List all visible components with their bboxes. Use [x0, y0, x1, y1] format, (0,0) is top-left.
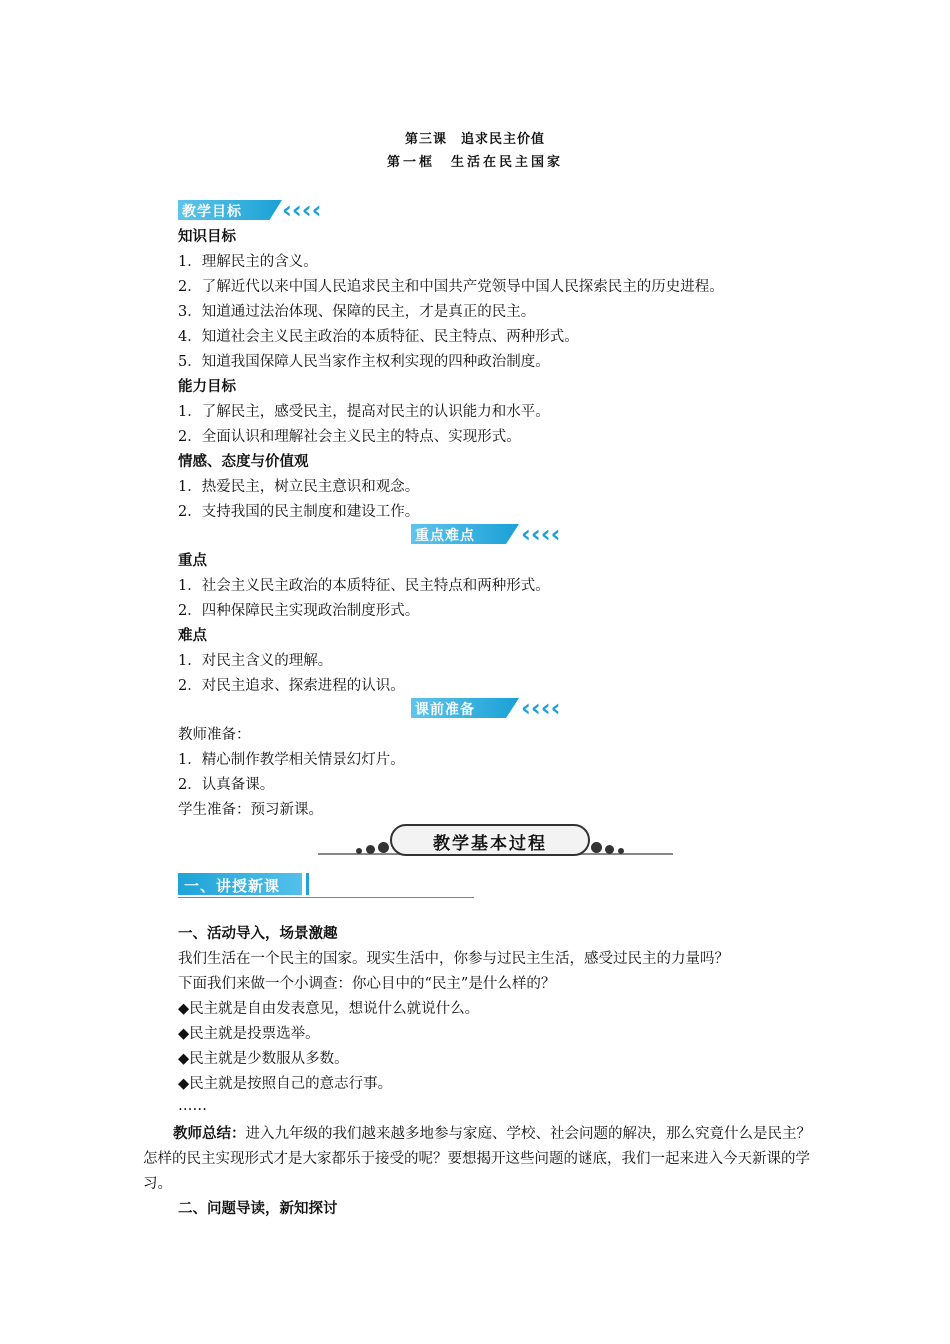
- summary-label: 教师总结：: [173, 1126, 246, 1142]
- section-one-banner: [178, 873, 478, 899]
- frame-title: 第一框 生活在民主国家: [386, 155, 563, 170]
- preparation-banner-label: 课前准备: [415, 702, 475, 718]
- key-points-banner: [411, 520, 581, 548]
- list-item: 2．认真备课。: [178, 777, 275, 793]
- list-item: 2．支持我国的民主制度和建设工作。: [178, 504, 420, 520]
- list-item: 2．了解近代以来中国人民追求民主和中国共产党领导中国人民探索民主的历史进程。: [178, 279, 724, 295]
- list-item: 2．四种保障民主实现政治制度形式。: [178, 603, 420, 619]
- list-item: 2．全面认识和理解社会主义民主的特点、实现形式。: [178, 429, 521, 445]
- chevron-left-icon: ‹‹‹‹: [521, 520, 561, 548]
- section-one-label: 一、讲授新课: [184, 877, 281, 895]
- step1-text: 下面我们来做一个小调查：你心目中的“民主”是什么样的？: [178, 976, 556, 992]
- list-item: 1．热爱民主，树立民主意识和观念。: [178, 479, 420, 495]
- list-item: 2．对民主追求、探索进程的认识。: [178, 678, 405, 694]
- list-item: 1．理解民主的含义。: [178, 254, 318, 270]
- chevron-left-icon: ‹‹‹‹: [282, 196, 322, 224]
- preparation-banner: [411, 694, 581, 722]
- survey-option: ◆民主就是投票选举。: [178, 1026, 320, 1042]
- list-item: 1．社会主义民主政治的本质特征、民主特点和两种形式。: [178, 578, 550, 594]
- ellipsis: ……: [178, 1098, 207, 1114]
- list-item: 1．对民主含义的理解。: [178, 653, 333, 669]
- chevron-left-icon: ‹‹‹‹: [521, 694, 561, 722]
- ability-heading: 能力目标: [178, 379, 236, 395]
- objectives-banner: [178, 196, 348, 224]
- list-item: 1．了解民主，感受民主，提高对民主的认识能力和水平。: [178, 404, 550, 420]
- emotion-heading: 情感、态度与价值观: [178, 454, 309, 470]
- student-prep: 学生准备：预习新课。: [178, 802, 323, 818]
- process-banner-label: 教学基本过程: [433, 834, 547, 854]
- survey-option: ◆民主就是少数服从多数。: [178, 1051, 349, 1067]
- difficult-heading: 难点: [178, 628, 207, 644]
- list-item: 5．知道我国保障人民当家作主权利实现的四种政治制度。: [178, 354, 550, 370]
- teacher-prep-heading: 教师准备：: [178, 727, 251, 743]
- key-points-banner-label: 重点难点: [415, 528, 475, 544]
- survey-option: ◆民主就是按照自己的意志行事。: [178, 1076, 393, 1092]
- process-banner: [318, 820, 673, 860]
- summary-text: 进入九年级的我们越来越多地参与家庭、学校、社会问题的解决，那么究竟什么是民主？怎样的民主实现形式才是大家都乐于接受的呢？要想揭开这些问题的谜底，我们一起来进入今天新课的学习。: [143, 1126, 811, 1192]
- knowledge-heading: 知识目标: [178, 229, 236, 245]
- list-item: 3．知道通过法治体现、保障的民主，才是真正的民主。: [178, 304, 536, 320]
- objectives-banner-label: 教学目标: [182, 204, 242, 220]
- step2-heading: 二、问题导读，新知探讨: [178, 1201, 338, 1217]
- survey-option: ◆民主就是自由发表意见，想说什么就说什么。: [178, 1001, 480, 1017]
- key-heading: 重点: [178, 553, 207, 569]
- list-item: 4．知道社会主义民主政治的本质特征、民主特点、两种形式。: [178, 329, 579, 345]
- teacher-summary: [143, 1122, 811, 1197]
- step1-heading: 一、活动导入，场景激趣: [178, 926, 338, 942]
- step1-text: 我们生活在一个民主的国家。现实生活中，你参与过民主生活，感受过民主的力量吗？: [178, 951, 729, 967]
- list-item: 1．精心制作教学相关情景幻灯片。: [178, 752, 405, 768]
- lesson-title: 第三课 追求民主价值: [404, 132, 545, 147]
